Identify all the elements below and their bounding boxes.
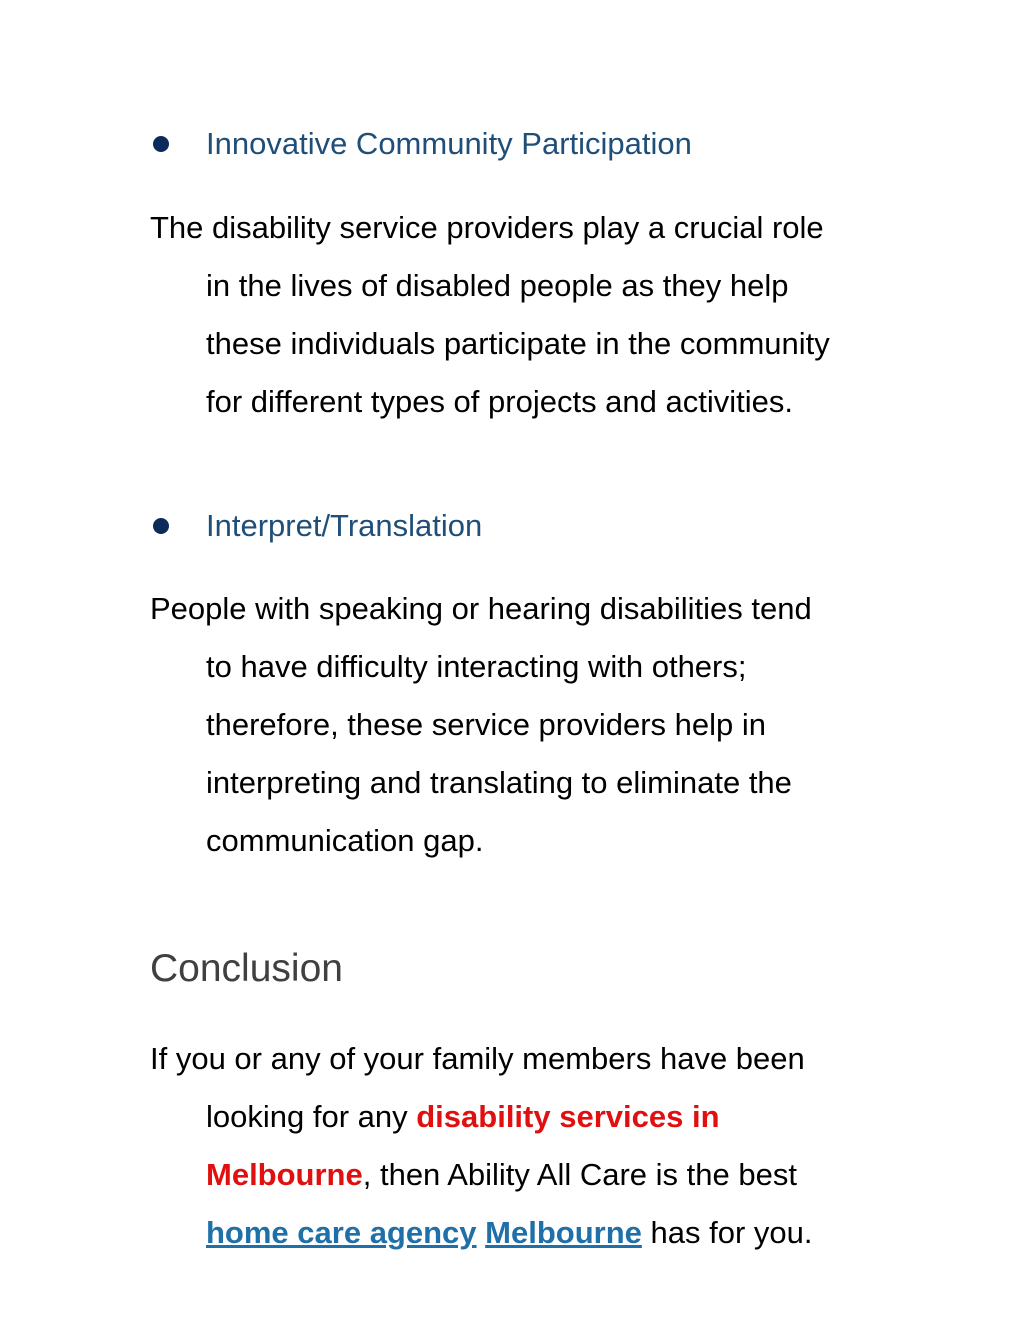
paragraph-line: communication gap. — [206, 823, 484, 858]
paragraph-interpret-translation — [150, 580, 890, 870]
text-run: , then Ability All Care is the best — [362, 1157, 797, 1192]
home-care-agency-link[interactable]: home care agency — [206, 1215, 477, 1250]
bullet-dot-icon — [153, 518, 169, 534]
paragraph-line — [150, 1146, 890, 1204]
bullet-dot-icon — [153, 136, 169, 152]
paragraph-line — [150, 1204, 890, 1262]
paragraph-line: in the lives of disabled people as they help — [206, 268, 789, 303]
paragraph-line: People with speaking or hearing disabilities tend — [150, 591, 812, 626]
paragraph-line: therefore, these service providers help in — [206, 707, 767, 742]
paragraph-line: If you or any of your family members have been — [150, 1041, 805, 1076]
paragraph-line: The disability service providers play a crucial role — [150, 210, 824, 245]
paragraph-line — [150, 1088, 890, 1146]
highlight-disability-services: disability services in — [416, 1099, 720, 1134]
bullet-title: Innovative Community Participation — [206, 126, 692, 161]
bullet-item-innovative-community — [150, 124, 692, 164]
melbourne-link[interactable]: Melbourne — [485, 1215, 642, 1250]
bullet-title: Interpret/Translation — [206, 508, 483, 543]
paragraph-line: these individuals participate in the community — [206, 326, 830, 361]
paragraph-line: to have difficulty interacting with others; — [206, 649, 747, 684]
conclusion-heading: Conclusion — [150, 947, 343, 990]
text-run: has for you. — [641, 1215, 813, 1250]
text-run — [477, 1215, 486, 1250]
bullet-item-interpret-translation — [150, 506, 483, 546]
text-run: looking for any — [206, 1099, 417, 1134]
highlight-melbourne: Melbourne — [206, 1157, 363, 1192]
paragraph-community-participation — [150, 199, 890, 431]
paragraph-conclusion — [150, 1030, 890, 1262]
paragraph-line: for different types of projects and activities. — [206, 384, 794, 419]
paragraph-line: interpreting and translating to eliminate the — [206, 765, 792, 800]
